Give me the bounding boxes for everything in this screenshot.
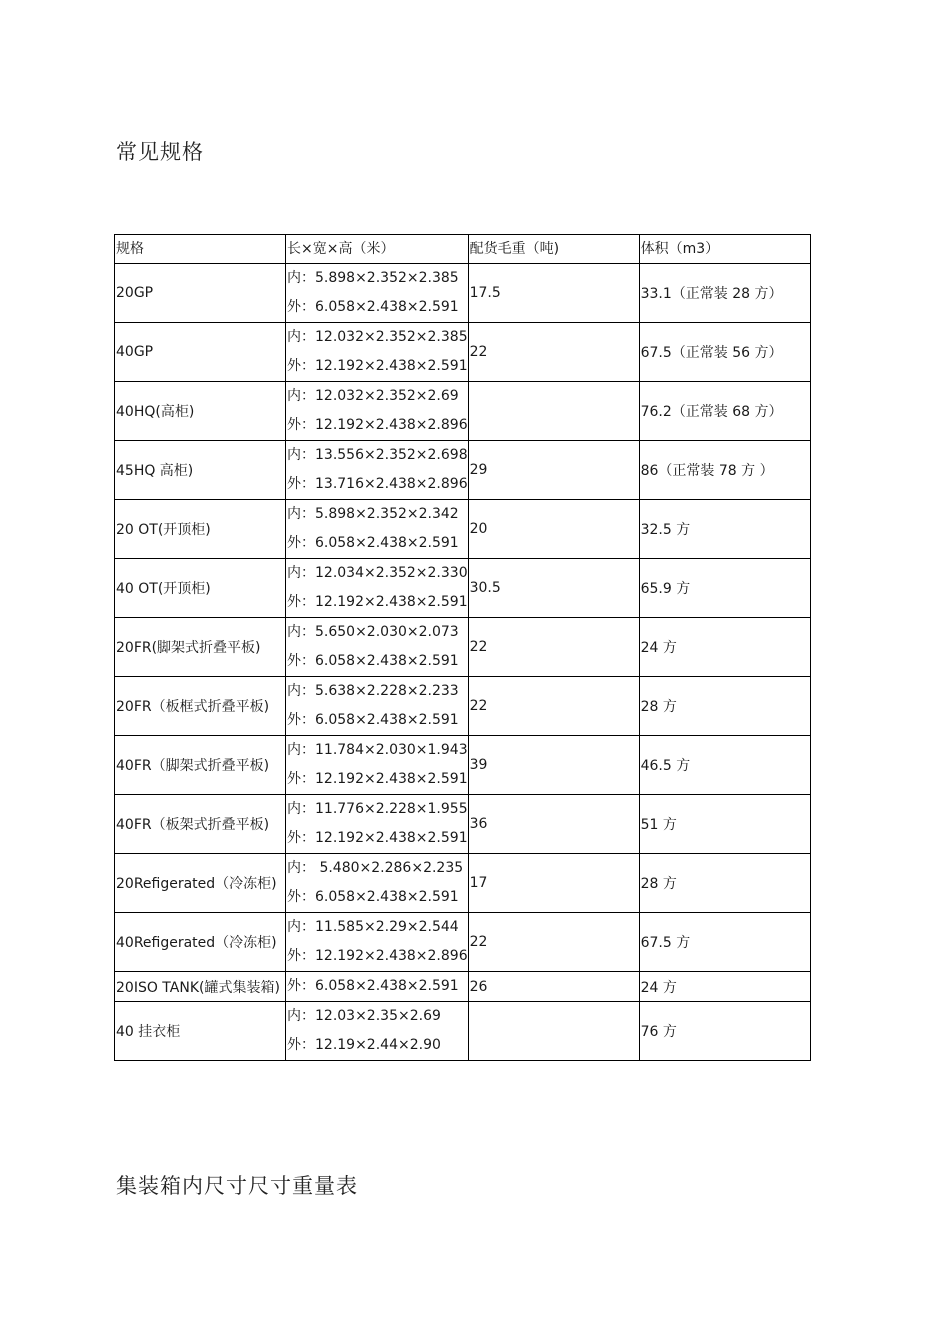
outer-dimensions: 外：6.058×2.438×2.591	[287, 889, 459, 905]
outer-dimensions: 外：6.058×2.438×2.591	[287, 712, 459, 728]
cell-dimensions	[286, 972, 469, 1002]
cell-spec: 20 OT(开顶柜)	[115, 500, 286, 559]
inner-dimensions: 内：12.032×2.352×2.69	[287, 388, 459, 404]
outer-dimensions: 外：12.192×2.438×2.591	[287, 594, 468, 610]
inner-dimensions: 内：5.898×2.352×2.385	[287, 270, 459, 286]
table-row	[115, 854, 811, 913]
inner-dimensions: 内：5.898×2.352×2.342	[287, 506, 459, 522]
inner-dimensions: 内：12.032×2.352×2.385	[287, 329, 468, 345]
table-row	[115, 972, 811, 1002]
inner-dimensions: 内：12.03×2.35×2.69	[287, 1008, 441, 1024]
cell-dimensions	[286, 913, 469, 972]
cell-spec: 20FR(脚架式折叠平板)	[115, 618, 286, 677]
cell-volume: 65.9 方	[639, 559, 810, 618]
cell-volume: 67.5（正常装 56 方）	[639, 323, 810, 382]
cell-dimensions	[286, 382, 469, 441]
cell-spec: 45HQ 高柜)	[115, 441, 286, 500]
inner-dimensions: 内：12.034×2.352×2.330	[287, 565, 468, 581]
table-row	[115, 913, 811, 972]
cell-gross-weight: 30.5	[468, 559, 639, 618]
outer-dimensions: 外：12.192×2.438×2.591	[287, 830, 468, 846]
outer-dimensions: 外：6.058×2.438×2.591	[287, 653, 459, 669]
outer-dimensions: 外：12.192×2.438×2.591	[287, 358, 468, 374]
cell-spec: 40 挂衣柜	[115, 1002, 286, 1061]
cell-spec: 20ISO TANK(罐式集装箱)	[115, 972, 286, 1002]
cell-gross-weight: 29	[468, 441, 639, 500]
table-row	[115, 441, 811, 500]
cell-dimensions	[286, 795, 469, 854]
table-row	[115, 323, 811, 382]
cell-gross-weight: 36	[468, 795, 639, 854]
inner-dimensions: 内： 5.480×2.286×2.235	[287, 860, 464, 876]
table-row	[115, 677, 811, 736]
outer-dimensions: 外：6.058×2.438×2.591	[287, 299, 459, 315]
cell-volume: 76.2（正常装 68 方）	[639, 382, 810, 441]
cell-dimensions	[286, 500, 469, 559]
cell-gross-weight: 26	[468, 972, 639, 1002]
table-row	[115, 382, 811, 441]
cell-spec: 40GP	[115, 323, 286, 382]
inner-dimensions: 内：13.556×2.352×2.698	[287, 447, 468, 463]
cell-volume: 28 方	[639, 677, 810, 736]
cell-dimensions	[286, 264, 469, 323]
inner-dimensions: 内：11.776×2.228×1.955	[287, 801, 468, 817]
cell-volume: 67.5 方	[639, 913, 810, 972]
cell-dimensions	[286, 559, 469, 618]
cell-dimensions	[286, 1002, 469, 1061]
cell-spec: 40HQ(高柜)	[115, 382, 286, 441]
inner-dimensions: 内：11.784×2.030×1.943	[287, 742, 468, 758]
cell-spec: 20Refigerated（冷冻柜)	[115, 854, 286, 913]
cell-dimensions	[286, 736, 469, 795]
cell-gross-weight: 22	[468, 323, 639, 382]
inner-dimensions: 内：11.585×2.29×2.544	[287, 919, 459, 935]
outer-dimensions: 外：6.058×2.438×2.591	[287, 978, 459, 994]
header-dimensions: 长×宽×高（米）	[286, 235, 469, 264]
cell-volume: 24 方	[639, 972, 810, 1002]
table-row	[115, 559, 811, 618]
table-row	[115, 618, 811, 677]
cell-volume: 46.5 方	[639, 736, 810, 795]
table-row	[115, 500, 811, 559]
cell-volume: 32.5 方	[639, 500, 810, 559]
cell-gross-weight: 20	[468, 500, 639, 559]
inner-dimensions: 内：5.650×2.030×2.073	[287, 624, 459, 640]
cell-volume: 51 方	[639, 795, 810, 854]
header-gross-weight: 配货毛重（吨)	[468, 235, 639, 264]
inner-dimensions: 内：5.638×2.228×2.233	[287, 683, 459, 699]
cell-gross-weight: 22	[468, 677, 639, 736]
section-heading-weight-table: 集装箱内尺寸尺寸重量表	[116, 1174, 358, 1198]
table-row	[115, 736, 811, 795]
cell-gross-weight: 17.5	[468, 264, 639, 323]
cell-dimensions	[286, 441, 469, 500]
cell-spec: 40Refigerated（冷冻柜)	[115, 913, 286, 972]
cell-spec: 40 OT(开顶柜)	[115, 559, 286, 618]
cell-gross-weight: 22	[468, 913, 639, 972]
outer-dimensions: 外：6.058×2.438×2.591	[287, 535, 459, 551]
outer-dimensions: 外：13.716×2.438×2.896	[287, 476, 468, 492]
cell-spec: 20FR（板框式折叠平板)	[115, 677, 286, 736]
cell-volume: 28 方	[639, 854, 810, 913]
cell-dimensions	[286, 677, 469, 736]
cell-volume: 76 方	[639, 1002, 810, 1061]
cell-volume: 86（正常装 78 方 ）	[639, 441, 810, 500]
outer-dimensions: 外：12.192×2.438×2.896	[287, 417, 468, 433]
cell-gross-weight: 17	[468, 854, 639, 913]
section-heading-common-specs: 常见规格	[116, 140, 204, 164]
cell-volume: 33.1（正常装 28 方）	[639, 264, 810, 323]
container-spec-table	[114, 234, 811, 1061]
cell-dimensions	[286, 323, 469, 382]
cell-dimensions	[286, 854, 469, 913]
table-row	[115, 1002, 811, 1061]
cell-gross-weight	[468, 382, 639, 441]
table-row	[115, 264, 811, 323]
cell-spec: 20GP	[115, 264, 286, 323]
header-volume: 体积（m3）	[639, 235, 810, 264]
outer-dimensions: 外：12.19×2.44×2.90	[287, 1037, 441, 1053]
cell-dimensions	[286, 618, 469, 677]
cell-gross-weight	[468, 1002, 639, 1061]
table-header-row	[115, 235, 811, 264]
header-spec: 规格	[115, 235, 286, 264]
cell-gross-weight: 39	[468, 736, 639, 795]
outer-dimensions: 外：12.192×2.438×2.896	[287, 948, 468, 964]
cell-spec: 40FR（板架式折叠平板)	[115, 795, 286, 854]
cell-spec: 40FR（脚架式折叠平板)	[115, 736, 286, 795]
table-row	[115, 795, 811, 854]
cell-volume: 24 方	[639, 618, 810, 677]
outer-dimensions: 外：12.192×2.438×2.591	[287, 771, 468, 787]
cell-gross-weight: 22	[468, 618, 639, 677]
